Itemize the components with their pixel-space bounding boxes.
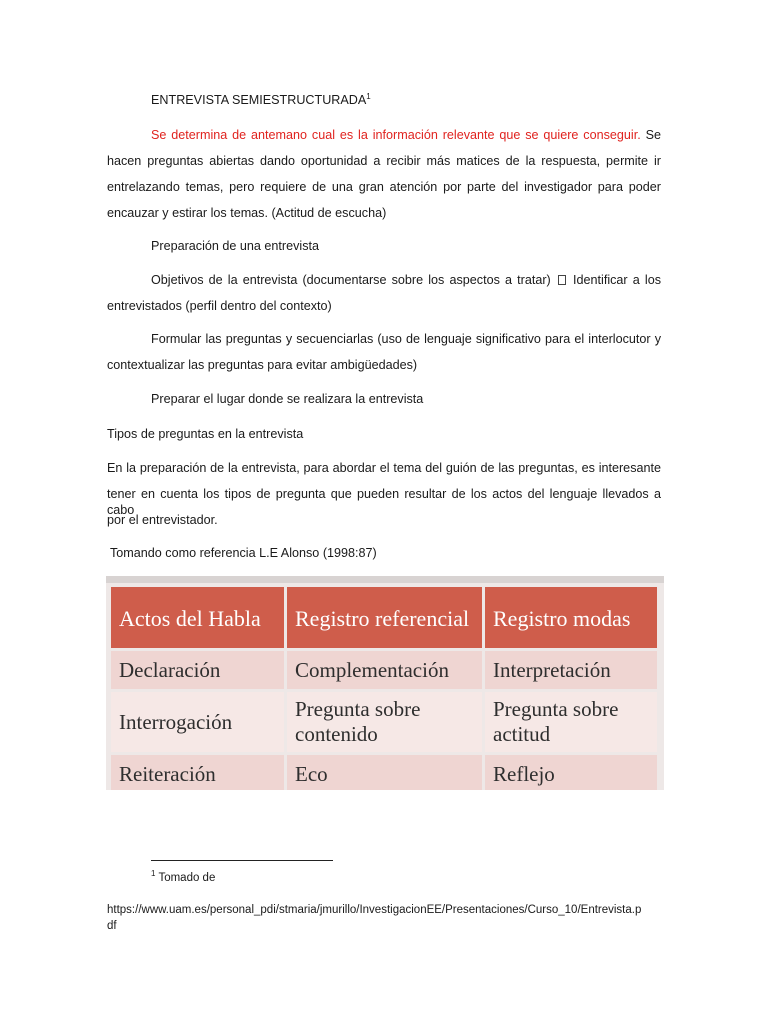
footnote-separator	[151, 860, 333, 861]
table-cell: Eco	[287, 755, 482, 790]
speech-acts-table	[108, 584, 660, 790]
objectives-line-1	[151, 272, 661, 288]
table-cell: Reflejo	[485, 755, 657, 790]
table-header-cell: Registro modas	[485, 587, 657, 648]
missing-glyph-icon	[558, 275, 566, 285]
formulate-line-2: contextualizar las preguntas para evitar ambigüedades)	[107, 358, 418, 372]
footnote-url-line-1[interactable]: https://www.uam.es/personal_pdi/stmaria/jmurillo/InvestigacionEE/Presentaciones/Curso_10/Entrevista.p	[107, 904, 642, 916]
table-cell: Reiteración	[111, 755, 284, 790]
table-row	[111, 692, 657, 752]
section-heading-question-types: Tipos de preguntas en la entrevista	[107, 427, 304, 441]
section-heading-preparation: Preparación de una entrevista	[151, 239, 320, 253]
intro-line-4: encauzar y estirar los temas. (Actitud de escucha)	[107, 206, 387, 220]
table-cell: Pregunta sobre actitud	[485, 692, 657, 752]
prep-para-line-2: tener en cuenta los tipos de pregunta que pueden resultar de los actos del lenguaje llevados a cabo	[107, 487, 661, 517]
objectives-text-b: Identificar a los	[573, 273, 662, 287]
place-line: Preparar el lugar donde se realizara la entrevista	[151, 392, 424, 406]
document-title	[151, 92, 371, 108]
table-cell: Complementación	[287, 651, 482, 689]
reference-line: Tomando como referencia L.E Alonso (1998:87)	[110, 546, 377, 560]
table-cell: Interrogación	[111, 692, 284, 752]
table-cell: Pregunta sobre contenido	[287, 692, 482, 752]
prep-para-line-3: por el entrevistador.	[107, 513, 218, 527]
table-header-cell: Registro referencial	[287, 587, 482, 648]
table-cell: Interpretación	[485, 651, 657, 689]
table-cell: Declaración	[111, 651, 284, 689]
highlighted-sentence: Se determina de antemano cual es la información relevante que se quiere conseguir.	[151, 128, 641, 142]
footnote-number: 1	[151, 869, 156, 879]
table-row	[111, 651, 657, 689]
intro-line-1	[151, 127, 661, 143]
intro-line-3: entrelazando temas, pero requiere de una gran atención por parte del investigador para poder	[107, 180, 661, 194]
formulate-line-1: Formular las preguntas y secuenciarlas (uso de lenguaje significativo para el interlocutor y	[151, 332, 661, 346]
intro-line-2: hacen preguntas abiertas dando oportunidad a recibir más matices de la respuesta, permite ir	[107, 154, 661, 168]
speech-acts-table-image	[106, 576, 664, 790]
footnote-line	[151, 870, 215, 886]
table-header-row	[111, 587, 657, 648]
table-header-cell: Actos del Habla	[111, 587, 284, 648]
footnote-text: Tomado de	[158, 872, 216, 884]
footnote-url-line-2[interactable]: df	[107, 920, 117, 932]
footnote-reference: 1	[366, 91, 371, 101]
objectives-line-2: entrevistados (perfil dentro del contexto)	[107, 299, 332, 313]
title-text: ENTREVISTA SEMIESTRUCTURADA	[151, 93, 367, 107]
intro-line-1-tail: Se	[645, 128, 661, 142]
objectives-text-a: Objetivos de la entrevista (documentarse sobre los aspectos a tratar)	[151, 273, 551, 287]
prep-para-line-1: En la preparación de la entrevista, para abordar el tema del guión de las preguntas, es interesante	[107, 461, 661, 475]
cropped-image-strip	[106, 576, 664, 583]
table-row	[111, 755, 657, 790]
